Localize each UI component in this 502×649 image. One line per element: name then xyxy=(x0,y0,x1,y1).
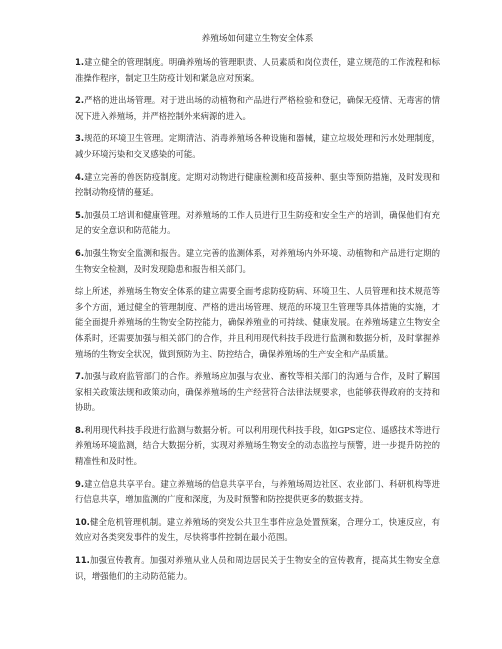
paragraph-text: 严格的进出场管理。对于进出场的动植物和产品进行严格检验和登记，确保无疫情、无毒害的情况下进入养殖场，并严格控制外来病源的进入。 xyxy=(75,95,440,121)
paragraph-number: 11. xyxy=(75,555,90,566)
paragraph-number: 4. xyxy=(75,171,85,182)
paragraph-text: 加强与政府监管部门的合作。养殖场应加强与农业、畜牧等相关部门的沟通与合作，及时了解国家相关政策法规和政策动向，确保养殖场的生产经营符合法律法规要求，也能够获得政府的支持和协助。 xyxy=(75,371,440,413)
paragraph-1 xyxy=(75,55,440,86)
paragraph-number: 3. xyxy=(75,133,85,144)
paragraph-number: 2. xyxy=(75,95,85,106)
paragraph-number: 7. xyxy=(75,371,85,382)
paragraph-3 xyxy=(75,131,440,162)
paragraph-10 xyxy=(75,515,440,546)
paragraph-text: 规范的环境卫生管理。定期清洁、消毒养殖场各种设施和器械，建立垃圾处理和污水处理制度，减少环境污染和交叉感染的可能。 xyxy=(75,133,440,159)
paragraph-11 xyxy=(75,553,440,584)
paragraph-text: 加强宣传教育。加强对养殖从业人员和周边居民关于生物安全的宣传教育，提高其生物安全意识，增强他们的主动防范能力。 xyxy=(75,555,440,581)
paragraph-5 xyxy=(75,208,440,239)
paragraph-4 xyxy=(75,170,440,201)
paragraph-text: 建立信息共享平台。建立养殖场的信息共享平台，与养殖场周边社区、农业部门、科研机构等进行信息共享，增加监测的广度和深度，为及时预警和防控提供更多的数据支持。 xyxy=(75,478,440,505)
paragraph-number: 9. xyxy=(75,478,85,489)
paragraph-number: 8. xyxy=(75,424,85,435)
paragraph-text: 利用现代科技手段进行监测与数据分析。可以利用现代科技手段，如GPS定位、遥感技术等进行养殖场环境监测，结合大数据分析，实现对养殖场生物安全的动态监控与预警，进一步提升防控的精准性和及时性。 xyxy=(75,424,440,467)
paragraph-text: 加强生物安全监测和报告。建立完善的监测体系，对养殖场内外环境、动植物和产品进行定期的生物安全检测，及时发现隐患和报告相关部门。 xyxy=(75,247,440,274)
paragraph-9 xyxy=(75,477,440,508)
paragraph-text: 综上所述，养殖场生物安全体系的建立需要全面考虑防疫防病、环境卫生、人员管理和技术规范等多个方面，通过健全的管理制度、严格的进出场管理、规范的环境卫生管理等具体措施的实施，才能全面提升养殖场的生物安全防控能力，确保养殖业的可持续、健康发展。在养殖场建立生物安全体系时，还需要加强与相关部门的合作，并且利用现代科技手段进行监测和数据分析，及时掌握养殖场的生物安全状况，做到预防为主、防控结合，确保养殖场的生产安全和产品质量。 xyxy=(75,286,440,359)
paragraph-7 xyxy=(75,369,440,416)
paragraph-number: 5. xyxy=(75,209,85,220)
paragraph-number: 1. xyxy=(75,57,85,67)
paragraph-text: 健全危机管理机制。建立养殖场的突发公共卫生事件应急处置预案，合理分工，快速反应，有效应对各类突发事件的发生，尽快将事件控制在最小范围。 xyxy=(75,516,440,543)
paragraph-text: 加强员工培训和健康管理。对养殖场的工作人员进行卫生防疫和安全生产的培训，确保他们有充足的安全意识和防范能力。 xyxy=(75,209,440,236)
paragraph-text: 建立完善的兽医防疫制度。定期对动物进行健康检测和疫苗接种、驱虫等预防措施，及时发现和控制动物疫情的蔓延。 xyxy=(75,171,440,198)
paragraph-number: 6. xyxy=(75,247,85,258)
paragraph-8 xyxy=(75,423,440,470)
paragraph-number: 10. xyxy=(75,516,90,527)
paragraph-2 xyxy=(75,93,440,124)
document-title: 养殖场如何建立生物安全体系 xyxy=(201,34,314,44)
summary-paragraph xyxy=(75,284,440,362)
paragraph-6 xyxy=(75,246,440,277)
paragraph-text: 建立健全的管理制度。明确养殖场的管理职责、人员素质和岗位责任，建立规范的工作流程和标准操作程序，制定卫生防疫计划和紧急应对预案。 xyxy=(75,57,440,83)
